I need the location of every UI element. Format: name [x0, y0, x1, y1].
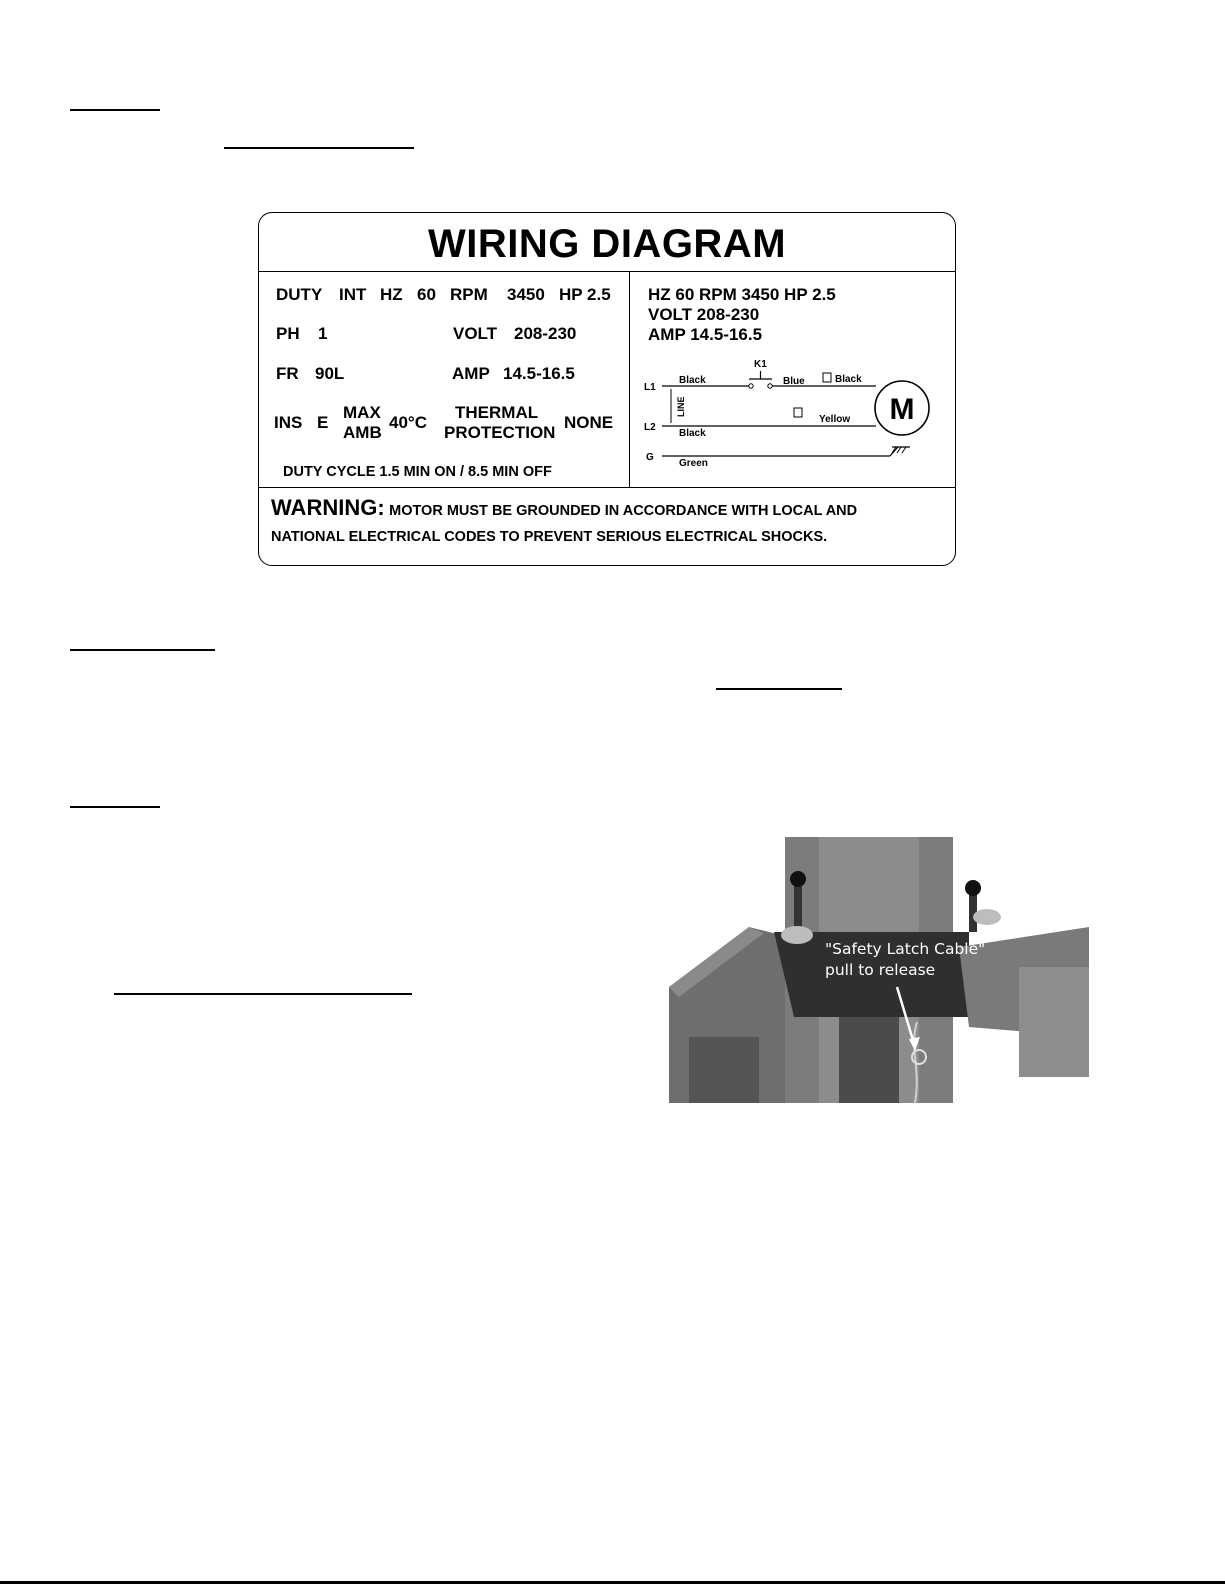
- panel-divider: [629, 271, 630, 487]
- protection-value: NONE: [564, 413, 614, 432]
- heading-underline-4: [716, 688, 842, 690]
- green-wire-label: Green: [679, 458, 708, 469]
- g-label: G: [646, 452, 654, 463]
- left-knob-icon: [790, 871, 806, 887]
- thermal-label: THERMAL: [455, 403, 539, 422]
- warning-text: [271, 495, 951, 550]
- ground-hatch-3: [902, 447, 906, 453]
- wiring-diagram-label: [258, 212, 956, 566]
- heading-underline-3: [70, 649, 215, 651]
- heading-underline-6: [114, 993, 412, 995]
- title-divider: [259, 271, 955, 272]
- heading-underline-1: [70, 109, 160, 111]
- black-wire-label-1: Black: [679, 375, 706, 386]
- heading-underline-5: [70, 806, 160, 808]
- right-specs-line2: VOLT 208-230: [648, 305, 760, 324]
- ph-value: 1: [318, 324, 328, 343]
- duty-cycle: DUTY CYCLE 1.5 MIN ON / 8.5 MIN OFF: [283, 464, 552, 480]
- heading-underline-2: [224, 147, 414, 149]
- ph-label: PH: [276, 324, 300, 343]
- hz-label: HZ: [380, 285, 403, 304]
- motor-letter: M: [889, 393, 915, 426]
- safety-latch-photo: [669, 837, 1089, 1103]
- protection-label: PROTECTION: [444, 423, 556, 442]
- amb-label: AMB: [343, 423, 382, 442]
- l2-label: L2: [644, 422, 656, 433]
- k1-contact-b: [768, 384, 772, 388]
- duty-value: INT: [339, 285, 367, 304]
- fr-label: FR: [276, 364, 299, 383]
- rpm-value: 3450: [507, 285, 545, 304]
- hz-value: 60: [417, 285, 436, 304]
- max-label: MAX: [343, 403, 381, 422]
- k1-label: K1: [754, 359, 767, 370]
- amp-label: AMP: [452, 364, 490, 383]
- connector-black-icon: [823, 373, 831, 382]
- connector-yellow-icon: [794, 408, 802, 417]
- fr-value: 90L: [315, 364, 345, 383]
- black-wire-label-3: Black: [679, 428, 706, 439]
- volt-label: VOLT: [453, 324, 498, 343]
- hp-value: HP 2.5: [559, 285, 611, 304]
- ground-link: [890, 447, 898, 456]
- amp-value: 14.5-16.5: [503, 364, 575, 383]
- page-bottom-rule: [0, 1581, 1225, 1584]
- l1-label: L1: [644, 382, 656, 393]
- right-specs-line3: AMP 14.5-16.5: [648, 325, 763, 344]
- volt-value: 208-230: [514, 324, 577, 343]
- warning-heading: WARNING:: [271, 495, 385, 520]
- photo-caption-line-2: pull to release: [825, 961, 936, 979]
- k1-contact-a: [749, 384, 753, 388]
- photo-caption: [825, 939, 985, 981]
- ins-value: E: [317, 413, 329, 432]
- motor-wiring-schematic: [644, 353, 944, 473]
- photo-caption-line-1: "Safety Latch Cable": [825, 940, 986, 958]
- line-label: LINE: [676, 396, 686, 417]
- ins-label: INS: [274, 413, 303, 432]
- warning-line-2: NATIONAL ELECTRICAL CODES TO PREVENT SERIOUS ELECTRICAL SHOCKS.: [271, 529, 828, 545]
- rpm-label: RPM: [450, 285, 488, 304]
- warning-line-1: MOTOR MUST BE GROUNDED IN ACCORDANCE WITH LOCAL AND: [389, 503, 858, 519]
- wiring-diagram-title: WIRING DIAGRAM: [427, 222, 787, 266]
- max-amb-value: 40°C: [389, 413, 427, 432]
- right-specs-line1: HZ 60 RPM 3450 HP 2.5: [648, 285, 836, 304]
- black-wire-label-2: Black: [835, 374, 862, 385]
- blue-wire-label: Blue: [783, 376, 805, 387]
- yellow-wire-label: Yellow: [819, 414, 851, 425]
- right-knob-icon: [965, 880, 981, 896]
- warning-divider: [259, 487, 955, 488]
- duty-label: DUTY: [276, 285, 323, 304]
